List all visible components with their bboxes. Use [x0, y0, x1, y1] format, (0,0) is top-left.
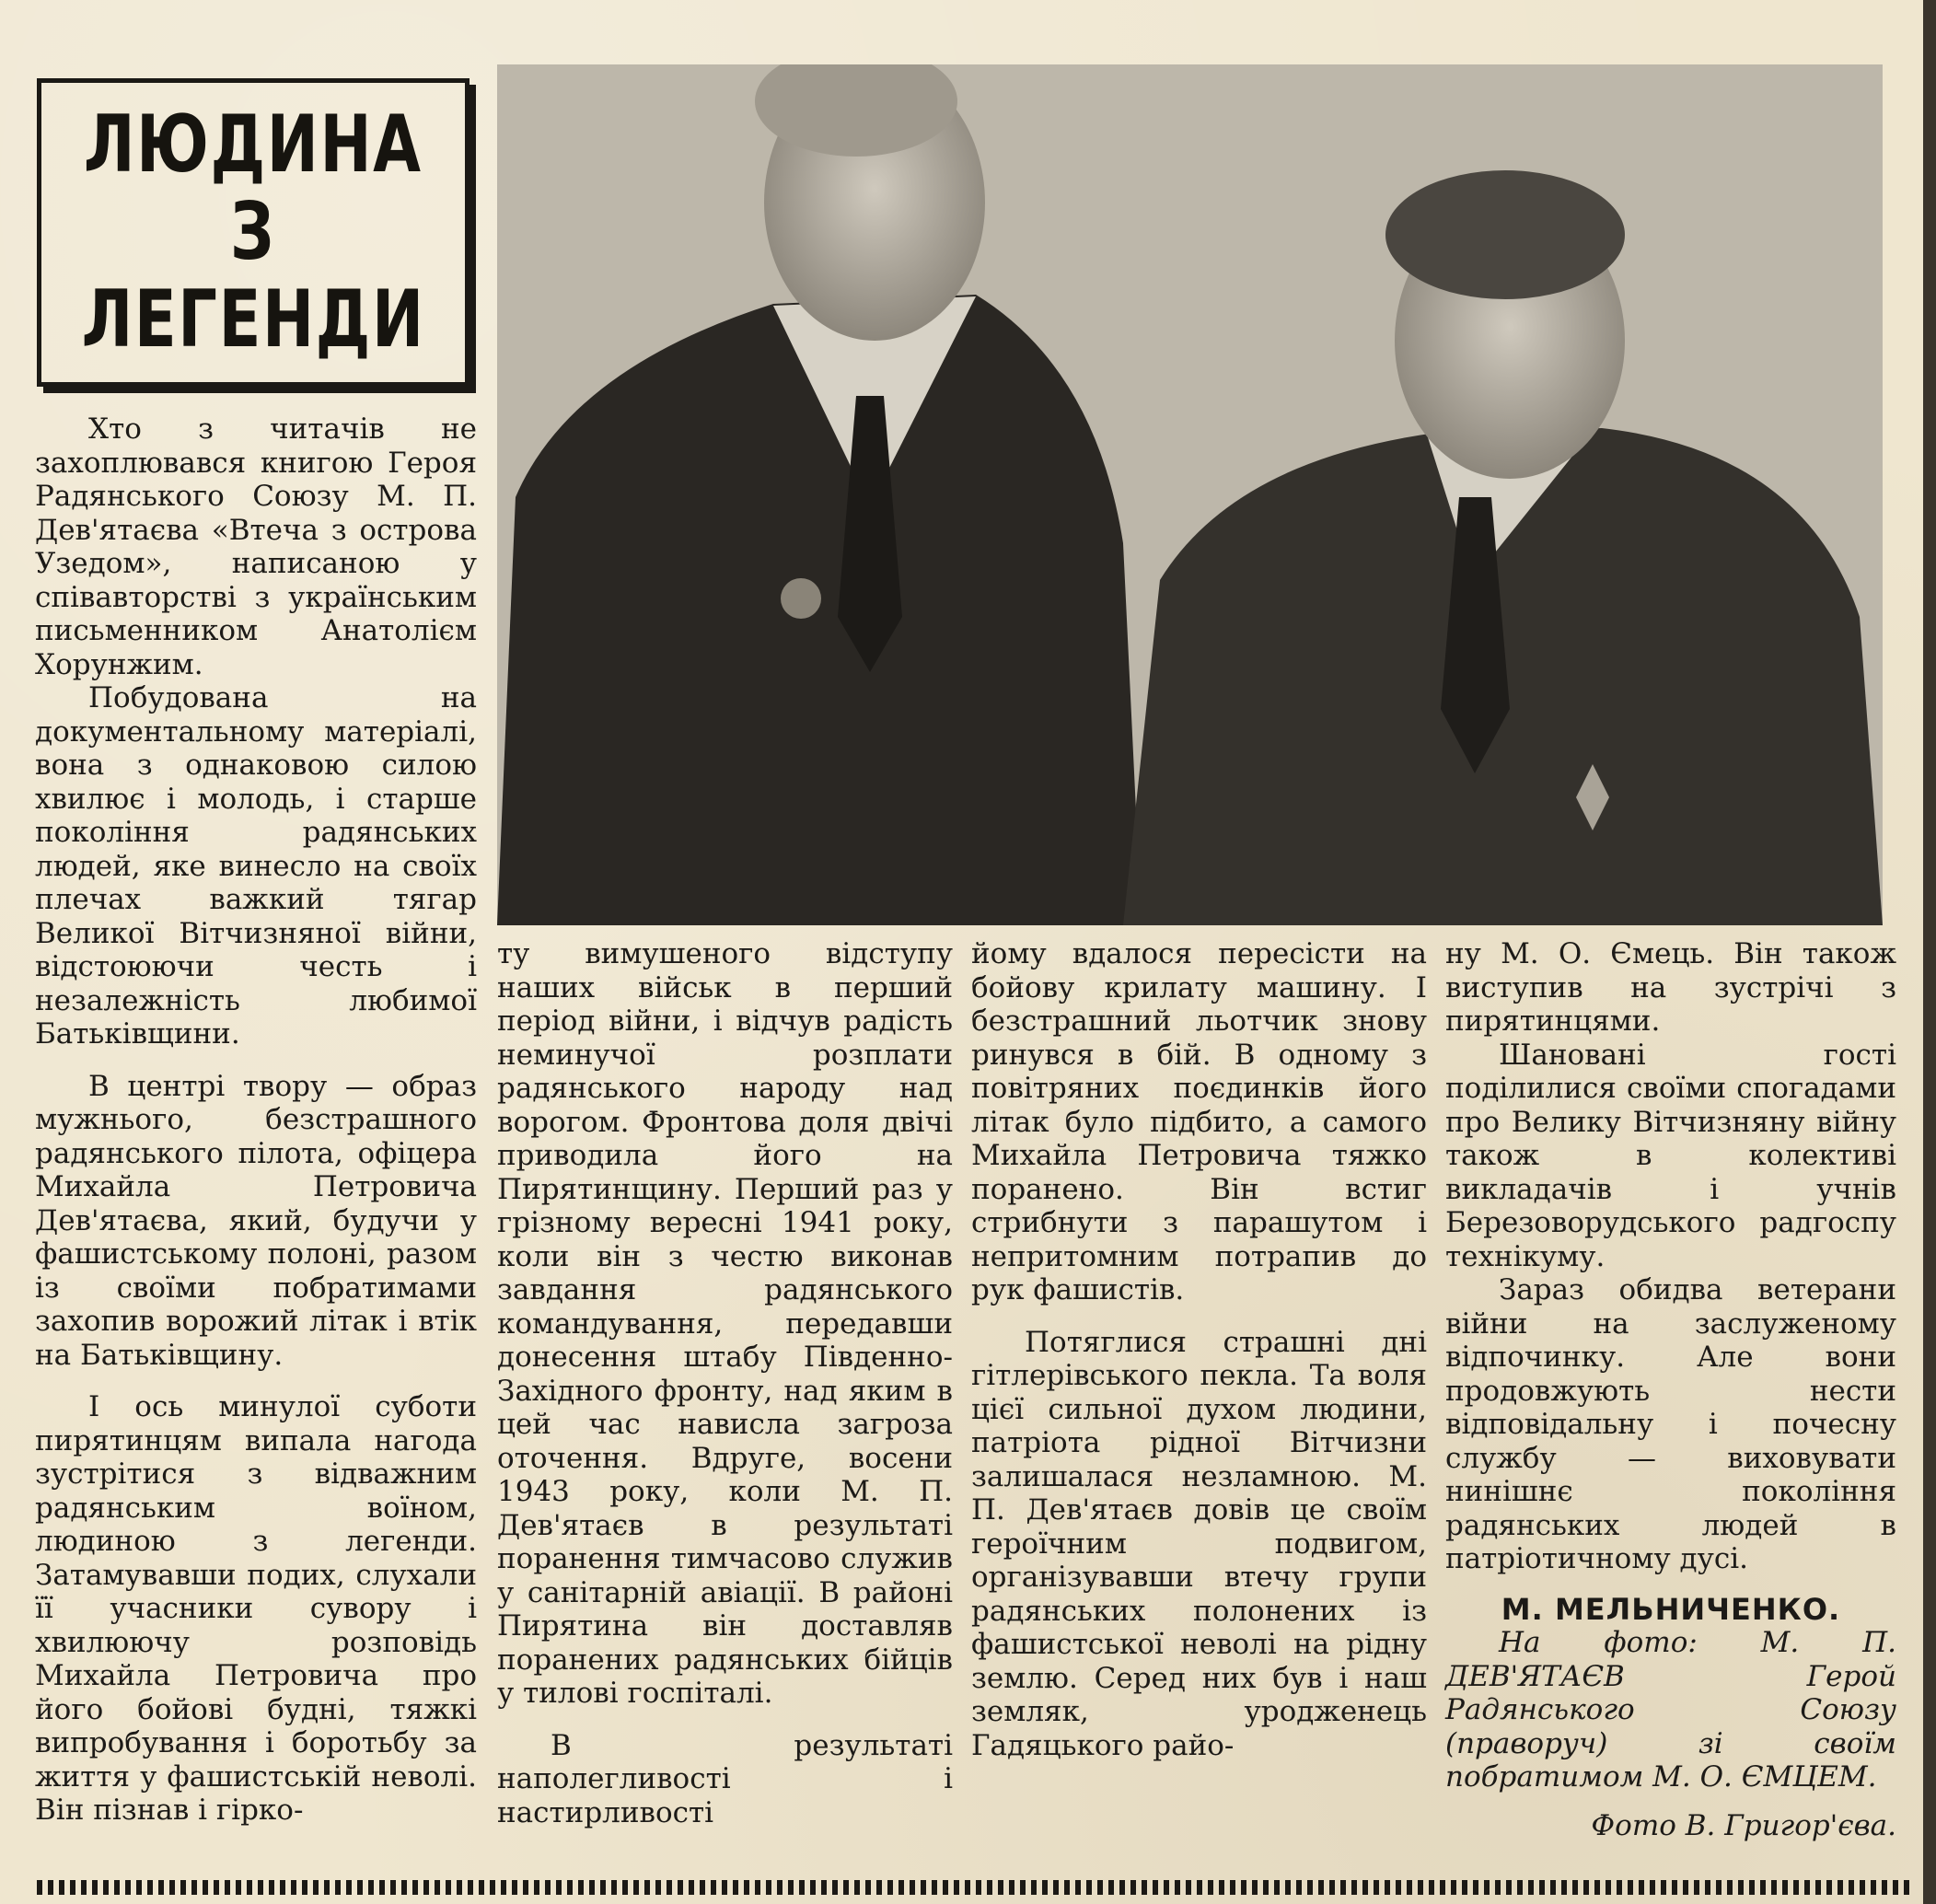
article-column-2 [497, 937, 953, 1829]
paragraph: І ось минулої суботи пирятинцям випала нагода зустрітися з відважним радянським воїном, людиною з легенди. Затамувавши подих, слухали її учасники сувору і хвилюючу розповідь Михайла Петровича про його бойові будні, тяжкі випробування і боротьбу за життя у фашистській неволі. Він пізнав і гірко- [35, 1390, 477, 1827]
headline-box [37, 78, 470, 387]
paragraph: В результаті наполегливості і настирливості [497, 1728, 953, 1829]
article-column-4 [1445, 937, 1896, 1842]
clipping-edge [1923, 0, 1936, 1904]
article-column-1 [35, 412, 477, 1828]
paragraph: Побудована на документальному матеріалі, вона з однаковою силою хвилює і молодь, і старше покоління радянських людей, яке винесло на своїх плечах важкий тягар Великої Вітчизняної війни, відстоюючи честь і незалежність любимої Батьківщини. [35, 681, 477, 1051]
paragraph: йому вдалося пересісти на бойову крилату машину. І безстрашний льотчик знову ринувся в бій. В одному з повітряних поєдинків його літак було підбито, а самого Михайла Петровича тяжко поранено. Він встиг стрибнути з парашутом і непритомним потрапив до рук фашистів. [971, 937, 1427, 1306]
photo-caption: На фото: М. П. ДЕВ'ЯТАЄВ Герой Радянського Союзу (праворуч) зі своїм побратимом М. О. ЄМЦЕМ. [1445, 1626, 1896, 1794]
article-column-3 [971, 937, 1427, 1762]
paragraph: Шановані гості поділилися своїми спогадами про Велику Вітчизняну війну також в колективі викладачів і учнів Березоворудського радгоспу технікуму. [1445, 1038, 1896, 1273]
portrait-photo-icon [497, 64, 1883, 925]
paragraph: Потяглися страшні дні гітлерівського пекла. Та воля цієї сильної духом людини, патріота рідної Вітчизни залишалася незламною. М. П. Дев'ятаєв довів це своїм героїчним подвигом, організувавши втечу групи радянських полонених із фашистської неволі на рідну землю. Серед них був і наш земляк, уродженець Гадяцького райо- [971, 1325, 1427, 1762]
paragraph: ну М. О. Ємець. Він також виступив на зустрічі з пирятинцями. [1445, 937, 1896, 1038]
author-byline: М. МЕЛЬНИЧЕНКО. [1501, 1591, 1841, 1627]
paragraph: В центрі твору — образ мужнього, безстрашного радянського пілота, офіцера Михайла Петровича Дев'ятаєва, який, будучи у фашистському полоні, разом із своїми побратимами захопив ворожий літак і втік на Батьківщину. [35, 1069, 477, 1372]
headline-line-1: ЛЮДИНА [84, 99, 423, 191]
photo-credit: Фото В. Григор'єва. [1591, 1808, 1896, 1842]
paragraph: ту вимушеного відступу наших військ в перший період війни, і відчув радість неминучої розплати радянського народу над ворогом. Фронтова доля двічі приводила його на Пирятинщину. Перший раз у грізному вересні 1941 року, коли він з честю виконав завдання радянського командування, передавши донесення штабу Південно-Західного фронту, над яким в цей час нависла загроза оточення. Вдруге, восени 1943 року, коли М. П. Дев'ятаєв в результаті поранення тимчасово служив у санітарній авіації. В районі Пирятина він доставляв поранених радянських бійців у тилові госпіталі. [497, 937, 953, 1710]
headline-line-2: З [230, 186, 276, 278]
headline-line-3: ЛЕГЕНДИ [81, 273, 425, 366]
paragraph: Хто з читачів не захоплювався книгою Героя Радянського Союзу М. П. Дев'ятаєва «Втеча з острова Узедом», написаною у співавторстві з українським письменником Анатолієм Хорунжим. [35, 412, 477, 681]
bottom-divider [37, 1880, 1910, 1895]
paragraph: Зараз обидва ветерани війни на заслуженому відпочинку. Але вони продовжують нести відповідальну і почесну службу — виховувати нинішнє покоління радянських людей в патріотичному дусі. [1445, 1273, 1896, 1575]
